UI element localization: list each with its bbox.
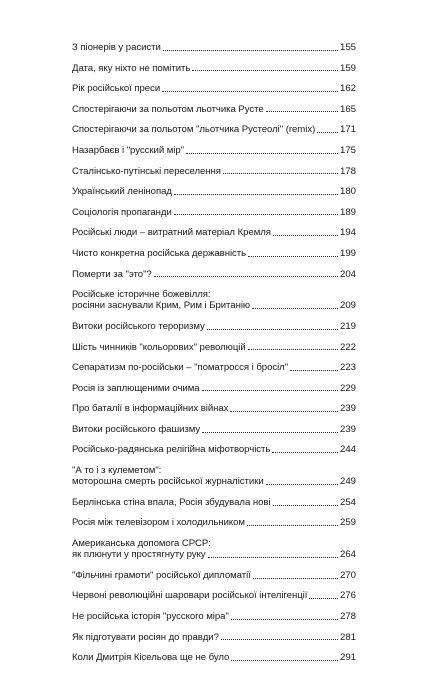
toc-entry-title: Витоки російського фашизму	[72, 423, 201, 435]
toc-page-number: 162	[340, 83, 357, 95]
toc-page-number: 159	[340, 62, 357, 74]
toc-entry-title: Спостерігаючи за польотом "льотчика Рустеолі" (remix)	[72, 124, 316, 136]
dot-leader	[273, 505, 338, 506]
toc-entry	[72, 124, 356, 135]
toc-page-number: 209	[340, 300, 357, 312]
toc-entry-title: "Фільчині грамоти" російської дипломатії	[72, 569, 251, 581]
toc-entry	[72, 611, 356, 622]
toc-entry	[72, 570, 356, 581]
dot-leader	[247, 525, 338, 526]
toc-page-number: 239	[340, 423, 357, 435]
toc-entry	[72, 289, 356, 311]
dot-leader	[231, 619, 338, 620]
dot-leader	[174, 214, 338, 215]
toc-page-number: 264	[340, 549, 357, 561]
toc-entry	[72, 166, 356, 177]
toc-page-number: 175	[340, 144, 357, 156]
dot-leader	[223, 173, 338, 174]
dot-leader	[231, 660, 338, 661]
dot-leader	[230, 411, 338, 412]
toc-page-number: 291	[340, 652, 357, 664]
toc-entry-title: Чисто конкретна російська державність	[72, 247, 247, 259]
dot-leader	[248, 349, 338, 350]
toc-entry-title: Назарбаєв і "русский мір"	[72, 144, 185, 156]
toc-page-number: 281	[340, 631, 357, 643]
toc-entry-last-line	[72, 549, 356, 560]
toc-entry-last-line	[72, 300, 356, 311]
toc-entry-title: Росія між телевізором і холодильником	[72, 517, 245, 529]
toc-entry	[72, 63, 356, 74]
toc-page-number: 194	[340, 227, 357, 239]
dot-leader	[174, 194, 338, 195]
toc-entry-title: Соціологія пропаганди	[72, 206, 172, 218]
toc-entry-title: Як підготувати росіян до правди?	[72, 631, 219, 643]
toc-page-number: 249	[340, 476, 357, 488]
dot-leader	[163, 50, 338, 51]
toc-entry	[72, 383, 356, 394]
toc-entry-title: Сталінсько-путінські переселення	[72, 165, 221, 177]
toc-entry-title: Червоні революційні шаровари російської інтелігенції	[72, 590, 308, 602]
toc-entry	[72, 632, 356, 643]
dot-leader	[208, 557, 338, 558]
toc-entry-title: Рік російської преси	[72, 83, 161, 95]
toc-entry-title: Не російська історія "русского міра"	[72, 611, 229, 623]
toc-entry	[72, 186, 356, 197]
toc-entry	[72, 342, 356, 353]
dot-leader	[192, 70, 338, 71]
toc-entry-last-line	[72, 476, 356, 487]
toc-entry	[72, 538, 356, 560]
toc-entry-title: Берлінська стіна впала, Росія збудувала нові	[72, 496, 271, 508]
toc-entry-title-line: як плюнути у простягнуту руку	[72, 549, 206, 561]
toc-page-number: 223	[340, 362, 357, 374]
dot-leader	[252, 308, 338, 309]
toc-entry	[72, 42, 356, 53]
toc-entry-title: Український ленінопад	[72, 186, 172, 198]
toc-page-number: 278	[340, 611, 357, 623]
toc-entry	[72, 83, 356, 94]
toc-page-number: 189	[340, 206, 357, 218]
toc-entry-title: Російські люди – витратний матеріал Кремля	[72, 227, 271, 239]
toc-page-number: 199	[340, 247, 357, 259]
toc-page-number: 165	[340, 103, 357, 115]
toc-page-number: 254	[340, 496, 357, 508]
toc-page-number: 155	[340, 42, 357, 53]
toc-page-number: 204	[340, 268, 357, 280]
toc-entry-title-line: моторошна смерть російської журналістики	[72, 476, 264, 488]
toc-entry	[72, 403, 356, 414]
dot-leader	[309, 598, 338, 599]
dot-leader	[272, 452, 338, 453]
toc-page-number: 259	[340, 517, 357, 529]
dot-leader	[221, 639, 338, 640]
toc-entry	[72, 497, 356, 508]
dot-leader	[317, 132, 338, 133]
dot-leader	[207, 329, 338, 330]
toc-page-number: 219	[340, 320, 357, 332]
toc-entry-title: Коли Дмитрія Кісельова ще не було	[72, 652, 230, 664]
toc-entry-title-line: "А то і з кулеметом":	[72, 465, 162, 477]
toc-page-number: 270	[340, 569, 357, 581]
toc-entry-title: Про баталії в інформаційних війнах	[72, 403, 229, 415]
toc-entry	[72, 424, 356, 435]
toc-entry	[72, 444, 356, 455]
toc-entry	[72, 248, 356, 259]
toc-entry-title-line: Російське історичне божевілля:	[72, 289, 211, 301]
toc-entry	[72, 269, 356, 280]
toc-entry-title: Сепаратизм по-російськи – "пoматросся і бросіл"	[72, 362, 289, 374]
dot-leader	[266, 484, 338, 485]
toc-entry-title: Шість чинників "кольорових" революцій	[72, 341, 246, 353]
toc-entry	[72, 321, 356, 332]
dot-leader	[273, 235, 338, 236]
toc-entry-title: Спостерігаючи за польотом льотчика Русте	[72, 103, 264, 115]
toc-entry-title-line: росіяни заснували Крим, Рим і Британію	[72, 300, 251, 312]
dot-leader	[202, 432, 338, 433]
toc-entry-title: Російсько-радянська релігійна міфотворчість	[72, 444, 271, 456]
dot-leader	[248, 256, 338, 257]
toc-entry	[72, 362, 356, 373]
toc-entry-title: Дата, яку ніхто не помітить	[72, 62, 191, 74]
toc-entry-title-line: Американська допомога СРСР:	[72, 538, 211, 550]
toc-entry	[72, 652, 356, 663]
toc-page-number: 239	[340, 403, 357, 415]
toc-page-number: 244	[340, 444, 357, 456]
toc-entry-title: Витоки російського тероризму	[72, 320, 205, 332]
dot-leader	[186, 153, 338, 154]
toc-entry-title: З піонерів у расисти	[72, 42, 161, 53]
dot-leader	[154, 276, 338, 277]
toc-entry-title: Росія із заплющеними очима	[72, 382, 200, 394]
toc-entry	[72, 207, 356, 218]
toc-entry	[72, 465, 356, 487]
table-of-contents	[72, 42, 356, 673]
toc-page-number: 229	[340, 382, 357, 394]
toc-page-number: 180	[340, 186, 357, 198]
toc-page-number: 178	[340, 165, 357, 177]
dot-leader	[290, 370, 338, 371]
toc-entry	[72, 104, 356, 115]
toc-entry	[72, 517, 356, 528]
toc-page-number: 276	[340, 590, 357, 602]
dot-leader	[162, 91, 338, 92]
toc-page-number: 222	[340, 341, 357, 353]
dot-leader	[253, 578, 338, 579]
dot-leader	[202, 390, 338, 391]
toc-entry	[72, 145, 356, 156]
toc-entry	[72, 227, 356, 238]
dot-leader	[266, 111, 338, 112]
toc-entry-title: Померти за "это"?	[72, 268, 152, 280]
toc-page-number: 171	[340, 124, 357, 136]
